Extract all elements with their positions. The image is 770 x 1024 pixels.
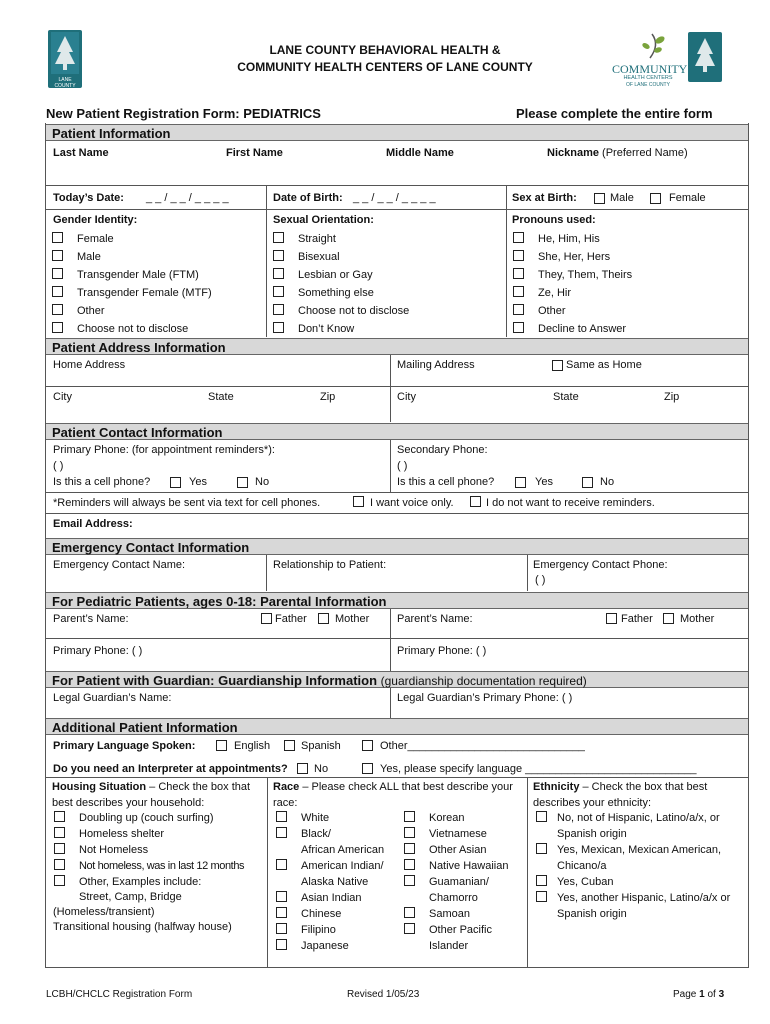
- interpreter-yes-label[interactable]: Yes, please specify language ____________________________: [380, 763, 697, 775]
- divider: [266, 555, 267, 591]
- divider: [266, 209, 267, 337]
- checkbox[interactable]: [404, 923, 415, 934]
- checkbox[interactable]: [513, 304, 524, 315]
- ethnicity-title: Ethnicity: [533, 781, 580, 793]
- checkbox[interactable]: [513, 268, 524, 279]
- page-total: 3: [718, 989, 725, 1000]
- ethnicity-option[interactable]: [536, 890, 730, 906]
- same-as-home-label: Same as Home: [566, 359, 642, 371]
- header-line-1: LANE COUNTY BEHAVIORAL HEALTH &: [269, 43, 501, 57]
- race-option-cont: [276, 842, 384, 858]
- orientation-option[interactable]: [273, 230, 409, 248]
- middle-name-label: Middle Name: [386, 147, 454, 159]
- option-label: Samoan: [429, 908, 470, 920]
- other-language-label[interactable]: Other_____________________________: [380, 740, 585, 752]
- race-col-2: [404, 810, 508, 954]
- option-label: He, Him, His: [538, 233, 600, 245]
- ethnicity-option[interactable]: [536, 810, 730, 826]
- divider: [390, 440, 391, 492]
- option-label: Native Hawaiian: [429, 860, 509, 872]
- primary-cell-no-checkbox[interactable]: [237, 477, 248, 488]
- ethnicity-list: [536, 810, 730, 922]
- parent1-father-label: Father: [275, 613, 307, 625]
- parent2-phone-label[interactable]: Primary Phone: ( ): [397, 645, 487, 657]
- email-label: Email Address:: [53, 518, 133, 530]
- divider: [506, 209, 507, 337]
- female-label: Female: [669, 192, 706, 204]
- divider: [267, 777, 268, 967]
- frame-right: [748, 123, 749, 968]
- option-label: Yes, another Hispanic, Latino/a/x or: [557, 892, 731, 904]
- interpreter-question: Do you need an Interpreter at appointments?: [53, 763, 288, 775]
- parent2-father-label: Father: [621, 613, 653, 625]
- emergency-name-label: Emergency Contact Name:: [53, 559, 186, 571]
- divider: [45, 185, 749, 186]
- pronoun-option[interactable]: [513, 248, 632, 266]
- option-label: Homeless shelter: [79, 828, 164, 840]
- ethnicity-option-cont: [536, 858, 730, 874]
- emergency-phone-label: Emergency Contact Phone:: [533, 559, 668, 571]
- section-emergency: Emergency Contact Information: [46, 538, 748, 555]
- language-label: Primary Language Spoken:: [53, 740, 196, 752]
- option-label: Something else: [298, 287, 374, 299]
- interpreter-yes-checkbox[interactable]: [362, 763, 373, 774]
- option-label: Lesbian or Gay: [298, 269, 373, 281]
- checkbox[interactable]: [273, 250, 284, 261]
- checkbox[interactable]: [404, 811, 415, 822]
- orientation-title: Sexual Orientation:: [273, 214, 374, 226]
- secondary-phone-label: Secondary Phone:: [397, 444, 488, 456]
- option-label: Male: [77, 251, 101, 263]
- guardian-phone-label[interactable]: Legal Guardian’s Primary Phone: ( ): [397, 692, 573, 704]
- checkbox[interactable]: [54, 859, 65, 870]
- community-logo-word: COMMUNITY: [612, 62, 688, 76]
- checkbox[interactable]: [404, 827, 415, 838]
- parent1-name-label: Parent’s Name:: [53, 613, 129, 625]
- race-option[interactable]: [276, 890, 384, 906]
- first-name-label: First Name: [226, 147, 283, 159]
- no-reminders-checkbox[interactable]: [470, 496, 481, 507]
- option-label: Guamanian/: [429, 876, 489, 888]
- checkbox[interactable]: [54, 811, 65, 822]
- housing-option[interactable]: [54, 810, 244, 826]
- option-label: Other Asian: [429, 844, 487, 856]
- housing-desc: – Check the box that best describes your household:: [52, 781, 251, 809]
- option-label: Korean: [429, 812, 465, 824]
- checkbox[interactable]: [276, 827, 287, 838]
- option-label: American Indian/: [301, 860, 384, 872]
- parent2-mother-checkbox[interactable]: [663, 613, 674, 624]
- gender-option[interactable]: [52, 266, 212, 284]
- divider: [45, 513, 749, 514]
- leaf-icon: [612, 32, 684, 60]
- checkbox[interactable]: [54, 875, 65, 886]
- secondary-cell-question: Is this a cell phone?: [397, 476, 495, 488]
- checkbox[interactable]: [513, 322, 524, 333]
- option-label: Islander: [429, 940, 469, 952]
- option-label: White: [301, 812, 330, 824]
- checkbox[interactable]: [404, 843, 415, 854]
- form-title: New Patient Registration Form: PEDIATRICS: [46, 106, 321, 121]
- race-option[interactable]: [404, 858, 508, 874]
- option-label: Spanish origin: [557, 908, 627, 920]
- other-language-checkbox[interactable]: [362, 740, 373, 751]
- home-city-label: City: [53, 391, 72, 403]
- checkbox[interactable]: [513, 286, 524, 297]
- race-option[interactable]: [404, 826, 508, 842]
- checkbox[interactable]: [273, 304, 284, 315]
- parent1-mother-label: Mother: [335, 613, 370, 625]
- checkbox[interactable]: [536, 875, 547, 886]
- race-option-cont: [276, 874, 384, 890]
- option-label: Other Pacific: [429, 924, 492, 936]
- checkbox[interactable]: [273, 232, 284, 243]
- last-name-label: Last Name: [53, 147, 109, 159]
- ethnicity-option[interactable]: [536, 842, 730, 858]
- option-label: Vietnamese: [429, 828, 487, 840]
- nickname-text: Nickname: [547, 147, 599, 159]
- guardian-title: For Patient with Guardian: Guardianship Information: [52, 673, 378, 688]
- checkbox[interactable]: [404, 859, 415, 870]
- divider: [45, 638, 749, 639]
- checkbox[interactable]: [513, 250, 524, 261]
- section-address: Patient Address Information: [46, 338, 748, 355]
- housing-option[interactable]: [54, 842, 244, 858]
- gender-option[interactable]: [52, 284, 212, 302]
- orientation-option[interactable]: [273, 302, 409, 320]
- guardian-name-label: Legal Guardian’s Name:: [53, 692, 172, 704]
- orientation-option[interactable]: [273, 248, 409, 266]
- orientation-option[interactable]: [273, 284, 409, 302]
- home-state-label: State: [208, 391, 234, 403]
- right-logo-block: [688, 32, 722, 82]
- orientation-option[interactable]: [273, 266, 409, 284]
- checkbox[interactable]: [404, 907, 415, 918]
- option-label: They, Them, Theirs: [538, 269, 633, 281]
- pronoun-option[interactable]: [513, 230, 632, 248]
- page-prefix: Page: [673, 989, 700, 1000]
- checkbox[interactable]: [276, 859, 287, 870]
- section-parental: For Pediatric Patients, ages 0-18: Parental Information: [46, 592, 748, 609]
- page-num: 1: [699, 989, 705, 1000]
- footer-page: [673, 989, 724, 1000]
- checkbox[interactable]: [52, 268, 63, 279]
- option-label: Not Homeless: [79, 844, 149, 856]
- parent1-phone-label[interactable]: Primary Phone: ( ): [53, 645, 143, 657]
- divider: [45, 777, 749, 778]
- page-of: of: [704, 989, 719, 1000]
- checkbox[interactable]: [276, 939, 287, 950]
- english-checkbox[interactable]: [216, 740, 227, 751]
- divider: [390, 609, 391, 671]
- gender-option[interactable]: [52, 302, 212, 320]
- parent1-father-checkbox[interactable]: [261, 613, 272, 624]
- divider: [45, 386, 749, 387]
- divider: [45, 209, 749, 210]
- option-label: She, Her, Hers: [538, 251, 611, 263]
- emergency-phone-paren[interactable]: ( ): [535, 574, 546, 586]
- pronoun-option[interactable]: [513, 284, 632, 302]
- option-label: Choose not to disclose: [77, 323, 189, 335]
- checkbox[interactable]: [513, 232, 524, 243]
- checkbox[interactable]: [273, 322, 284, 333]
- race-col-1: [276, 810, 384, 954]
- divider: [390, 355, 391, 422]
- race-option[interactable]: [276, 858, 384, 874]
- ethnicity-option[interactable]: [536, 874, 730, 890]
- option-label: Decline to Answer: [538, 323, 627, 335]
- checkbox[interactable]: [536, 843, 547, 854]
- interpreter-no-label: No: [314, 763, 329, 775]
- race-option[interactable]: [276, 826, 384, 842]
- voice-only-label: I want voice only.: [370, 497, 454, 509]
- primary-cell-yes-checkbox[interactable]: [170, 477, 181, 488]
- option-label: Female: [77, 233, 114, 245]
- spanish-checkbox[interactable]: [284, 740, 295, 751]
- primary-cell-yes-label: Yes: [189, 476, 207, 488]
- divider: [527, 555, 528, 591]
- pronouns-list: [513, 230, 632, 338]
- race-option[interactable]: [404, 874, 508, 890]
- checkbox[interactable]: [52, 304, 63, 315]
- checkbox[interactable]: [404, 875, 415, 886]
- checkbox[interactable]: [276, 891, 287, 902]
- option-label: Transgender Male (FTM): [77, 269, 199, 281]
- mailing-address-label: Mailing Address: [397, 359, 475, 371]
- todays-date-blank[interactable]: _ _ / _ _ / _ _ _ _: [146, 192, 229, 204]
- checkbox[interactable]: [54, 843, 65, 854]
- gender-list: [52, 230, 212, 338]
- race-option[interactable]: [276, 922, 384, 938]
- sex-at-birth-label: Sex at Birth:: [512, 192, 577, 204]
- option-label: Don’t Know: [298, 323, 355, 335]
- gender-title: Gender Identity:: [53, 214, 138, 226]
- male-label: Male: [610, 192, 634, 204]
- gender-option[interactable]: [52, 248, 212, 266]
- secondary-phone-paren[interactable]: ( ): [397, 460, 408, 472]
- option-label: African American: [301, 844, 385, 856]
- race-option[interactable]: [404, 842, 508, 858]
- divider: [390, 688, 391, 718]
- race-option-cont: [404, 938, 508, 954]
- option-label: Yes, Mexican, Mexican American,: [557, 844, 722, 856]
- lane-county-logo-text: LANE COUNTY: [54, 77, 76, 89]
- checkbox[interactable]: [536, 891, 547, 902]
- frame-bottom: [45, 967, 749, 968]
- ethnicity-option-cont: [536, 906, 730, 922]
- housing-extra-2: (Homeless/transient): [53, 906, 155, 918]
- secondary-cell-yes-label: Yes: [535, 476, 553, 488]
- orientation-list: [273, 230, 409, 338]
- divider: [506, 185, 507, 209]
- home-address-label: Home Address: [53, 359, 126, 371]
- option-label: Chamorro: [429, 892, 478, 904]
- option-label: Other, Examples include:: [79, 876, 202, 888]
- option-label: Chinese: [301, 908, 342, 920]
- community-logo-sub1: HEALTH CENTERS: [623, 75, 673, 81]
- checkbox[interactable]: [536, 811, 547, 822]
- section-contact: Patient Contact Information: [46, 423, 748, 440]
- mail-zip-label: Zip: [664, 391, 680, 403]
- option-label: Ze, Hir: [538, 287, 571, 299]
- option-label: Alaska Native: [301, 876, 369, 888]
- primary-phone-paren[interactable]: ( ): [53, 460, 64, 472]
- male-checkbox[interactable]: [594, 193, 605, 204]
- community-health-logo: [612, 32, 688, 88]
- option-label: Choose not to disclose: [298, 305, 410, 317]
- form-note: Please complete the entire form: [516, 106, 713, 121]
- divider: [45, 492, 749, 493]
- race-option[interactable]: [276, 810, 384, 826]
- header-line-2: COMMUNITY HEALTH CENTERS OF LANE COUNTY: [237, 60, 533, 74]
- checkbox[interactable]: [52, 232, 63, 243]
- option-label: No, not of Hispanic, Latino/a/x, or: [557, 812, 720, 824]
- option-label: Filipino: [301, 924, 336, 936]
- english-label: English: [234, 740, 271, 752]
- option-label: Transgender Female (MTF): [77, 287, 212, 299]
- checkbox[interactable]: [52, 250, 63, 261]
- nickname-note: (Preferred Name): [602, 147, 688, 159]
- option-label: Straight: [298, 233, 336, 245]
- spanish-label: Spanish: [301, 740, 341, 752]
- interpreter-no-checkbox[interactable]: [297, 763, 308, 774]
- parent2-father-checkbox[interactable]: [606, 613, 617, 624]
- divider: [266, 185, 267, 209]
- gender-option[interactable]: [52, 320, 212, 338]
- secondary-cell-no-label: No: [600, 476, 615, 488]
- option-label: Spanish origin: [557, 828, 627, 840]
- housing-option[interactable]: [54, 874, 244, 890]
- option-label: Other: [77, 305, 105, 317]
- dob-blank[interactable]: _ _ / _ _ / _ _ _ _: [353, 192, 436, 204]
- option-label: Asian Indian: [301, 892, 362, 904]
- option-label: Other: [538, 305, 566, 317]
- checkbox[interactable]: [276, 907, 287, 918]
- checkbox[interactable]: [276, 923, 287, 934]
- housing-heading: [52, 779, 262, 811]
- guardian-note: (guardianship documentation required): [380, 674, 587, 688]
- option-label: Chicano/a: [557, 860, 607, 872]
- ethnicity-heading: [533, 779, 743, 811]
- ethnicity-desc: – Check the box that best describes your ethnicity:: [533, 781, 708, 809]
- parent2-name-label: Parent’s Name:: [397, 613, 473, 625]
- secondary-cell-no-checkbox[interactable]: [582, 477, 593, 488]
- primary-phone-label: Primary Phone: (for appointment reminders*):: [53, 444, 275, 456]
- race-desc: – Please check ALL that best describe your race:: [273, 781, 513, 809]
- checkbox[interactable]: [52, 286, 63, 297]
- primary-cell-question: Is this a cell phone?: [53, 476, 151, 488]
- orientation-option[interactable]: [273, 320, 409, 338]
- housing-list: [54, 810, 244, 890]
- pronoun-option[interactable]: [513, 266, 632, 284]
- housing-extra-1: Street, Camp, Bridge: [79, 891, 182, 903]
- voice-only-checkbox[interactable]: [353, 496, 364, 507]
- housing-option[interactable]: [54, 826, 244, 842]
- checkbox[interactable]: [276, 811, 287, 822]
- option-label: Bisexual: [298, 251, 340, 263]
- todays-date-label: Today’s Date:: [53, 192, 124, 204]
- ethnicity-option-cont: [536, 826, 730, 842]
- secondary-cell-yes-checkbox[interactable]: [515, 477, 526, 488]
- same-as-home-checkbox[interactable]: [552, 360, 563, 371]
- race-option[interactable]: [276, 906, 384, 922]
- divider: [527, 777, 528, 967]
- parent1-mother-checkbox[interactable]: [318, 613, 329, 624]
- checkbox[interactable]: [273, 268, 284, 279]
- section-guardian: [46, 671, 748, 688]
- race-option[interactable]: [404, 906, 508, 922]
- female-checkbox[interactable]: [650, 193, 661, 204]
- option-label: Yes, Cuban: [557, 876, 614, 888]
- community-logo-sub2: OF LANE COUNTY: [626, 82, 670, 88]
- dob-label: Date of Birth:: [273, 192, 343, 204]
- parent2-mother-label: Mother: [680, 613, 715, 625]
- option-label: Japanese: [301, 940, 349, 952]
- footer-left: LCBH/CHCLC Registration Form: [46, 989, 193, 1000]
- mail-state-label: State: [553, 391, 579, 403]
- race-option[interactable]: [276, 938, 384, 954]
- pronoun-option[interactable]: [513, 320, 632, 338]
- pronoun-option[interactable]: [513, 302, 632, 320]
- nickname-label: [547, 147, 688, 159]
- pronouns-title: Pronouns used:: [512, 214, 596, 226]
- race-title: Race: [273, 781, 300, 793]
- section-patient-info: Patient Information: [46, 124, 748, 141]
- reminder-note: *Reminders will always be sent via text for cell phones.: [53, 497, 321, 509]
- housing-extra-3: Transitional housing (halfway house): [53, 921, 232, 933]
- section-additional: Additional Patient Information: [46, 718, 748, 735]
- mail-city-label: City: [397, 391, 416, 403]
- housing-option[interactable]: [54, 858, 244, 874]
- gender-option[interactable]: [52, 230, 212, 248]
- race-option[interactable]: [404, 810, 508, 826]
- tree-icon-right: [688, 32, 722, 82]
- housing-title: Housing Situation: [52, 781, 147, 793]
- home-zip-label: Zip: [320, 391, 336, 403]
- option-label: Black/: [301, 828, 331, 840]
- footer-center: Revised 1/05/23: [347, 989, 420, 1000]
- race-option[interactable]: [404, 922, 508, 938]
- race-heading: [273, 779, 525, 811]
- primary-cell-no-label: No: [255, 476, 270, 488]
- checkbox[interactable]: [54, 827, 65, 838]
- emergency-relationship-label: Relationship to Patient:: [273, 559, 387, 571]
- checkbox[interactable]: [52, 322, 63, 333]
- option-label: Not homeless, was in last 12 months: [79, 860, 245, 872]
- no-reminders-label: I do not want to receive reminders.: [486, 497, 655, 509]
- race-option-cont: [404, 890, 508, 906]
- checkbox[interactable]: [273, 286, 284, 297]
- option-label: Doubling up (couch surfing): [79, 812, 214, 824]
